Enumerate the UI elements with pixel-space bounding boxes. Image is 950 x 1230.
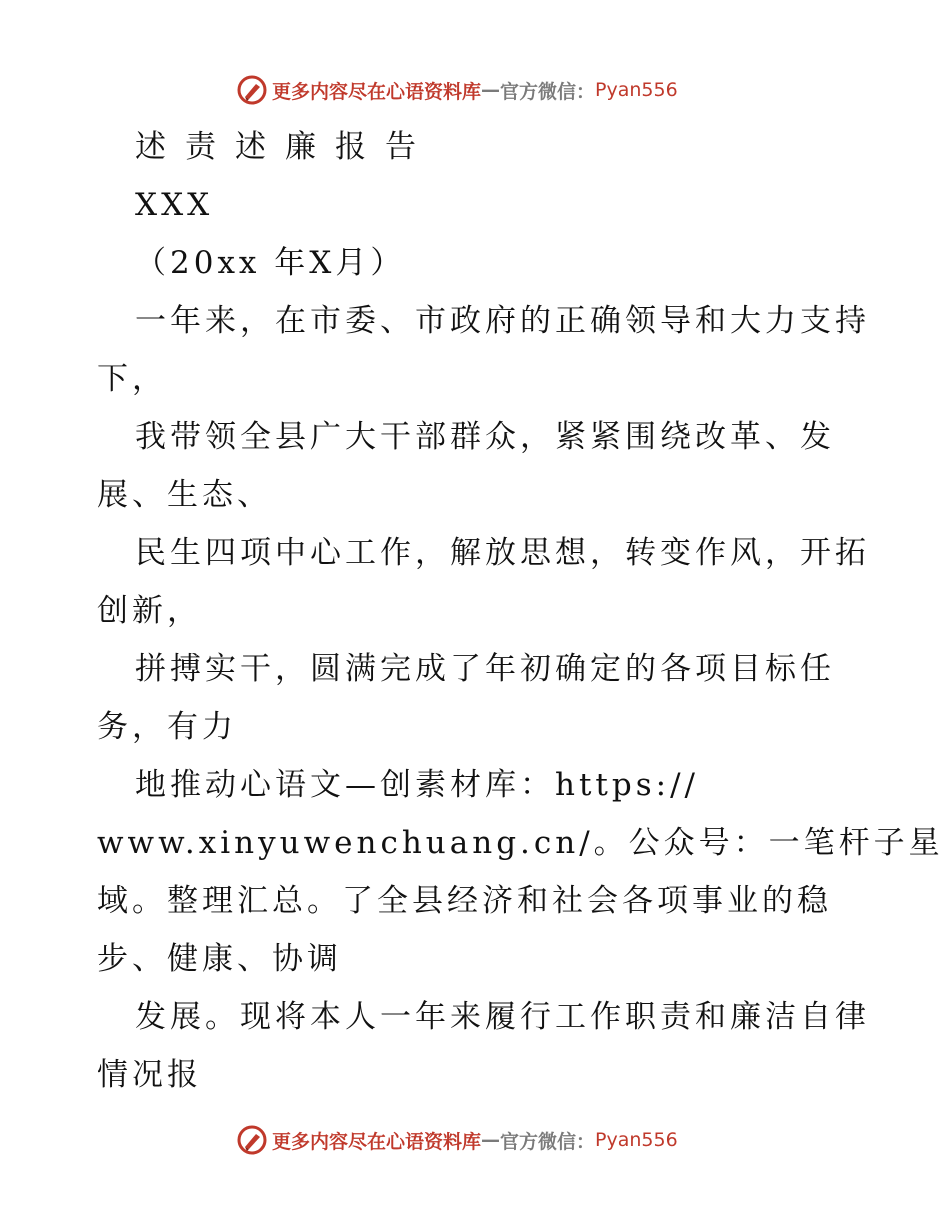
body-paragraphs: [97, 292, 944, 1104]
body-line: 我带领全县广大干部群众，紧紧围绕改革、发: [135, 419, 835, 455]
body-line: 民生四项中心工作，解放思想，转变作风，开拓: [135, 535, 870, 571]
banner-official-label: 官方微信：: [500, 1130, 596, 1153]
banner-wechat-id: Pyan556: [595, 79, 678, 101]
document-body: [97, 118, 944, 1104]
banner-wechat-id: Pyan556: [595, 1129, 678, 1151]
body-line: 情况报: [97, 1057, 202, 1093]
banner-official-label: 官方微信：: [500, 80, 596, 103]
body-line: 一年来，在市委、市政府的正确领导和大力支持: [135, 303, 870, 339]
body-line: www.xinyuwenchuang.cn/。公众号：一笔杆子星: [97, 825, 944, 861]
body-line: 域。整理汇总。了全县经济和社会各项事业的稳: [97, 883, 832, 919]
banner-dash: —: [481, 1129, 501, 1151]
body-line: 地推动心语文—创素材库：https://: [135, 767, 699, 803]
document-date: （20xx 年X月）: [135, 245, 406, 281]
banner-dash: —: [481, 79, 501, 101]
banner-main-text: 更多内容尽在心语资料库: [272, 1130, 482, 1153]
body-line: 步、健康、协调: [97, 941, 342, 977]
pen-logo-icon: [236, 1124, 268, 1156]
header-banner: [236, 73, 756, 107]
document-title: 述责述廉报告: [135, 129, 435, 165]
document-author: XXX: [135, 187, 214, 223]
footer-banner: [236, 1123, 756, 1157]
body-line: 创新，: [97, 593, 202, 629]
body-line: 发展。现将本人一年来履行工作职责和廉洁自律: [135, 999, 870, 1035]
body-line: 拼搏实干，圆满完成了年初确定的各项目标任: [135, 651, 835, 687]
body-line: 展、生态、: [97, 477, 272, 513]
banner-main-text: 更多内容尽在心语资料库: [272, 80, 482, 103]
pen-logo-icon: [236, 74, 268, 106]
body-line: 务，有力: [97, 709, 237, 745]
body-line: 下，: [97, 361, 167, 397]
